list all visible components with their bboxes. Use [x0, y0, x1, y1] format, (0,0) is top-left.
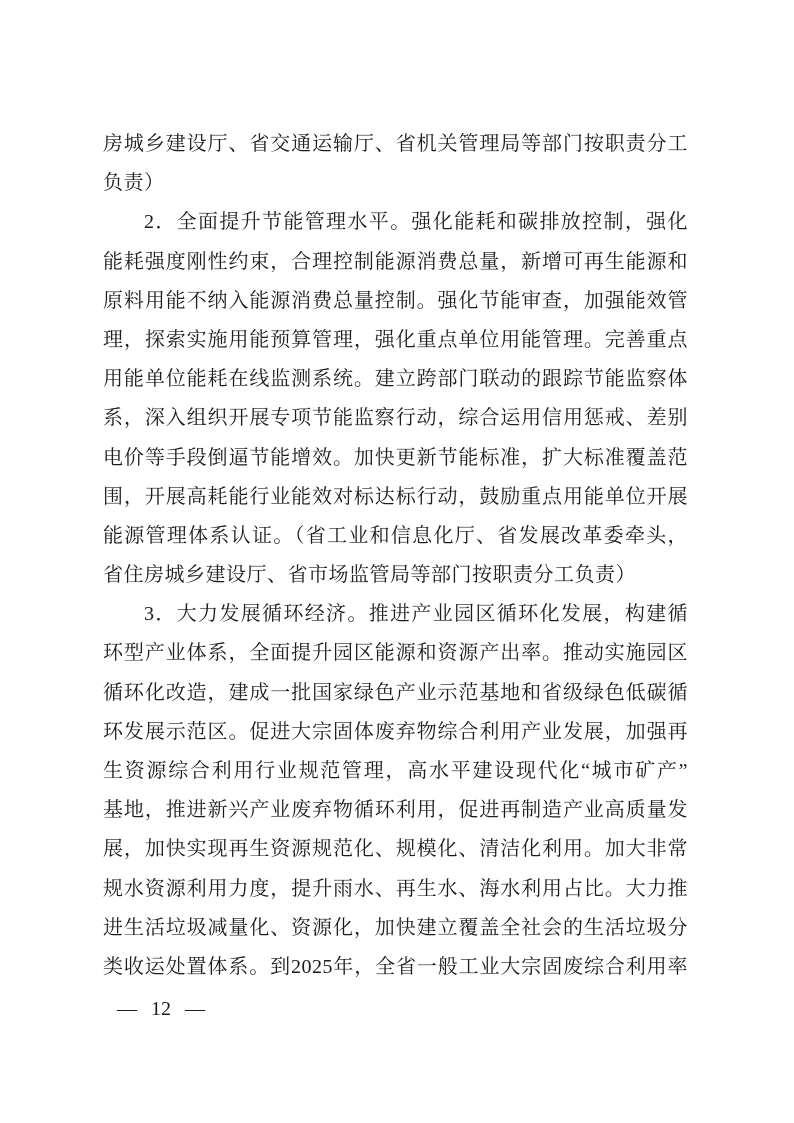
footer-left-dash: —: [117, 998, 137, 1020]
text-line: 循环化改造，建成一批国家绿色产业示范基地和省级绿色低碳循: [103, 681, 688, 704]
text-line: 围，开展高耗能行业能效对标达标行动，鼓励重点用能单位开展: [103, 485, 688, 508]
text-line: 2．全面提升节能管理水平。强化能耗和碳排放控制，强化: [144, 211, 688, 234]
text-line: 生资源综合利用行业规范管理，高水平建设现代化“城市矿产”: [103, 760, 688, 782]
text-line: 类收运处置体系。到2025年，全省一般工业大宗固废综合利用率: [103, 955, 688, 978]
text-line: 用能单位能耗在线监测系统。建立跨部门联动的跟踪节能监察体: [103, 368, 688, 391]
document-body: [103, 125, 688, 987]
page-number: 12: [151, 998, 171, 1020]
text-line: 展，加快实现再生资源规范化、规模化、清洁化利用。加大非常: [103, 838, 688, 861]
footer-right-dash: —: [185, 998, 205, 1020]
text-line: 原料用能不纳入能源消费总量控制。强化节能审查，加强能效管: [103, 289, 688, 312]
text-line: 基地，推进新兴产业废弃物循环利用，促进再制造产业高质量发: [103, 799, 688, 822]
text-line: 能耗强度刚性约束，合理控制能源消费总量，新增可再生能源和: [103, 250, 688, 273]
text-line: 环发展示范区。促进大宗固体废弃物综合利用产业发展，加强再: [103, 720, 688, 743]
page-footer: [117, 995, 205, 1023]
text-line: 负责）: [103, 172, 165, 195]
text-line: 环型产业体系，全面提升园区能源和资源产出率。推动实施园区: [103, 642, 688, 665]
text-line: 能源管理体系认证。（省工业和信息化厅、省发展改革委牵头，: [103, 524, 688, 547]
text-line: 电价等手段倒逼节能增效。加快更新节能标准，扩大标准覆盖范: [103, 446, 688, 469]
text-line: 房城乡建设厅、省交通运输厅、省机关管理局等部门按职责分工: [103, 133, 688, 155]
text-line: 3．大力发展循环经济。推进产业园区循环化发展，构建循: [144, 603, 688, 626]
text-line: 省住房城乡建设厅、省市场监管局等部门按职责分工负责）: [103, 564, 636, 587]
text-line: 系，深入组织开展专项节能监察行动，综合运用信用惩戒、差别: [103, 407, 688, 430]
text-line: 规水资源利用力度，提升雨水、再生水、海水利用占比。大力推: [103, 877, 688, 900]
text-line: 进生活垃圾减量化、资源化，加快建立覆盖全社会的生活垃圾分: [103, 916, 688, 939]
text-line: 理，探索实施用能预算管理，强化重点单位用能管理。完善重点: [103, 328, 688, 351]
